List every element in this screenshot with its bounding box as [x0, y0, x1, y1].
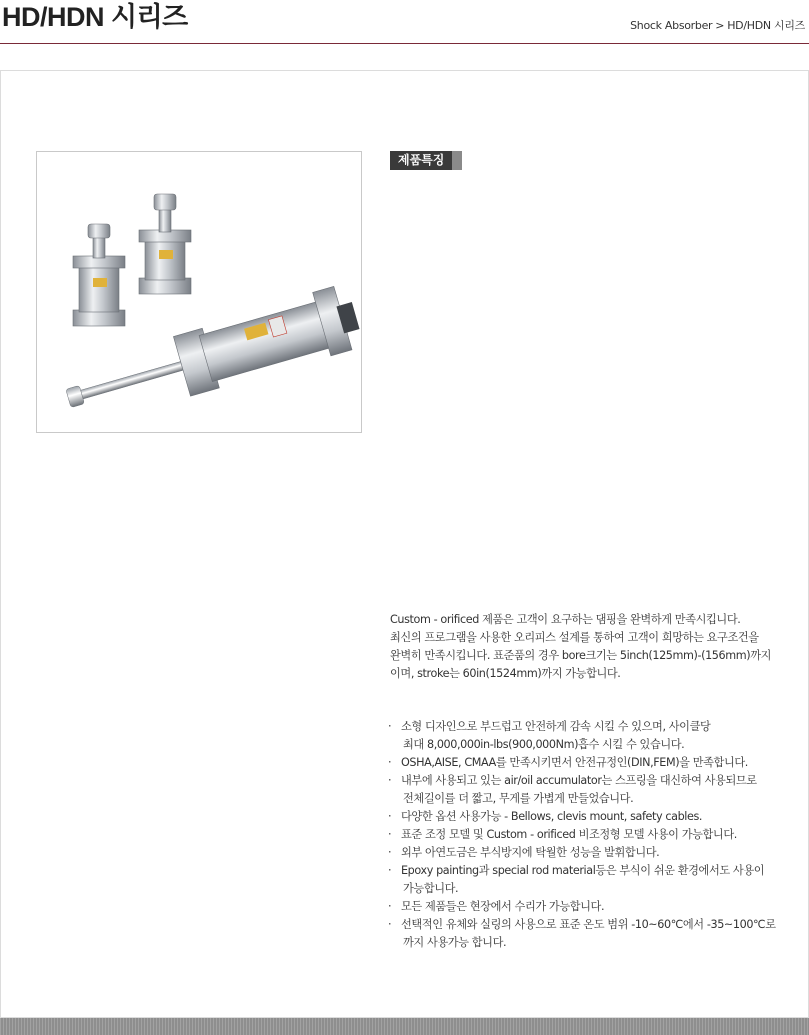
small-absorber-right [139, 194, 191, 294]
bullet-icon: · [388, 864, 392, 877]
product-description [390, 611, 790, 683]
breadcrumb [630, 17, 805, 33]
feature-item: · 선택적인 유체와 실링의 사용으로 표준 온도 범위 -10~60℃에서 -35~100℃로 까지 사용가능 합니다. [388, 918, 776, 949]
bullet-icon: · [388, 756, 392, 769]
breadcrumb-separator: > [715, 19, 725, 32]
bullet-icon: · [388, 810, 392, 823]
feature-item: · Epoxy painting과 special rod material등은 부식이 쉬운 환경에서도 사용이 가능합니다. [388, 864, 765, 895]
description-line: 이며, stroke는 60in(1524mm)까지 가능합니다. [390, 667, 621, 680]
bullet-icon: · [388, 720, 392, 733]
description-line: 완벽히 만족시킵니다. 표준품의 경우 bore크기는 5inch(125mm)-(156mm)까지 [390, 649, 772, 662]
feature-label-tail [452, 151, 462, 170]
description-line: Custom - orificed 제품은 고객이 요구하는 댐핑을 완벽하게 만족시킵니다. [390, 613, 741, 626]
bullet-icon: · [388, 918, 392, 931]
bullet-icon: · [388, 846, 392, 859]
small-absorber-left [73, 224, 125, 326]
feature-label-text: 제품특징 [390, 151, 452, 170]
breadcrumb-current: HD/HDN 시리즈 [727, 19, 805, 32]
breadcrumb-parent[interactable]: Shock Absorber [630, 19, 713, 32]
feature-item: · 모든 제품들은 현장에서 수리가 가능합니다. [388, 898, 798, 916]
product-image [36, 151, 362, 433]
product-photo-icon [37, 152, 361, 432]
feature-section-label [390, 151, 462, 170]
feature-item: · 다양한 옵션 사용가능 - Bellows, clevis mount, safety cables. [388, 808, 798, 826]
feature-item: · 외부 아연도금은 부식방지에 탁월한 성능을 발휘합니다. [388, 844, 798, 862]
feature-item: · OSHA,AISE, CMAA를 만족시키면서 안전규정인(DIN,FEM)을 만족합니다. [388, 754, 798, 772]
page-title: HD/HDN 시리즈 [2, 2, 188, 32]
feature-item: · 내부에 사용되고 있는 air/oil accumulator는 스프링을 대신하여 사용되므로 전체길이를 더 짧고, 무게를 가볍게 만들었습니다. [388, 774, 757, 805]
bullet-icon: · [388, 774, 392, 787]
feature-item: · 표준 조정 모델 및 Custom - orificed 비조정형 모델 사용이 가능합니다. [388, 826, 798, 844]
page-header [0, 0, 809, 44]
feature-item: · 소형 디자인으로 부드럽고 안전하게 감속 시킬 수 있으며, 사이클당 최대 8,000,000in-lbs(900,000Nm)흡수 시킬 수 있습니다. [388, 720, 711, 751]
footer-bar [0, 1018, 809, 1035]
bullet-icon: · [388, 900, 392, 913]
bullet-icon: · [388, 828, 392, 841]
description-line: 최신의 프로그램을 사용한 오리피스 설계를 통하여 고객이 희망하는 요구조건을 [390, 631, 759, 644]
feature-list [388, 718, 798, 952]
